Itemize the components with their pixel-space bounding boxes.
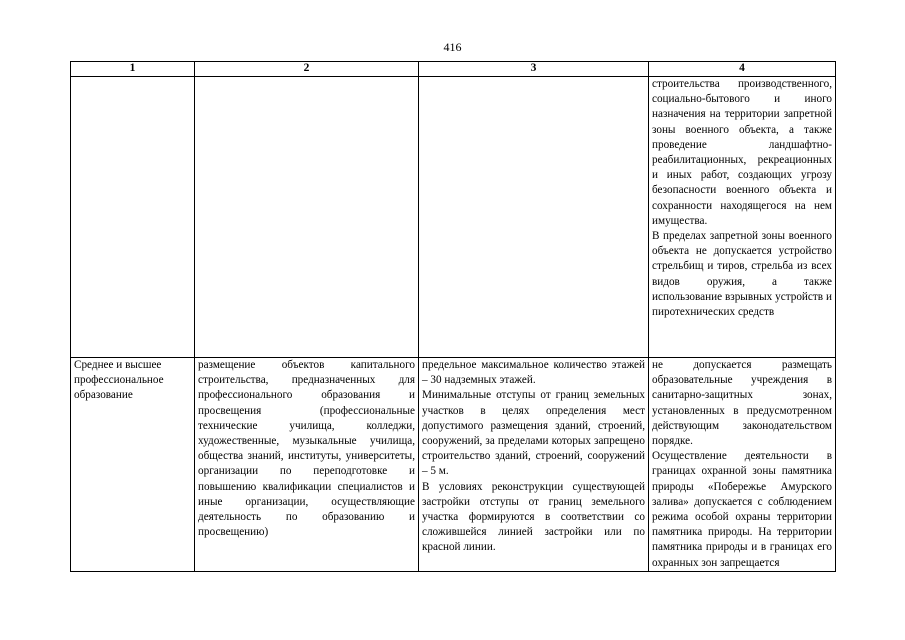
column-header-3: 3: [419, 62, 649, 77]
cell-continued-col4: строительства производственного, социально-бытового и иного назначения на территории запретной зоны военного объекта, а также проведение ландшафтно-реабилитационных, рекреационных и иных работ, создающих угрозу безопасности военного объекта и сохранности находящегося на нем имущества. В пределах запретной зоны военного объекта не допускается устройство стрельбищ и тиров, стрельба из всех видов оружия, а также использование взрывных устройств и пиротехнических средств: [649, 77, 836, 358]
page-number: 416: [443, 40, 462, 54]
cell-continued-col1: [71, 77, 195, 358]
cell-use-name: Среднее и высшее профессиональное образование: [71, 358, 195, 572]
cell-restrictions: не допускается размещать образовательные учреждения в санитарно-защитных зонах, установленных в предусмотренном действующим законодательством порядке. Осуществление деятельности в границах охранной зоны памятника природы «Побережье Амурского залива» допускается с соблюдением режима особой охраны территории памятника природы. На территории памятника природы и в границах его охранных зон запрещается: [649, 358, 836, 572]
cell-use-description: размещение объектов капитального строительства, предназначенных для профессионального образования и просвещения (профессиональные технические училища, колледжи, художественные, музыкальные училища, общества знаний, институты, университеты, организации по переподготовке и повышению квалификации специалистов и иные организации, осуществляющие деятельность по образованию и просвещению): [195, 358, 419, 572]
cell-continued-col2: [195, 77, 419, 358]
column-header-2: 2: [195, 62, 419, 77]
cell-continued-col3: [419, 77, 649, 358]
zoning-table: [70, 61, 836, 572]
column-header-4: 4: [649, 62, 836, 77]
column-header-1: 1: [71, 62, 195, 77]
cell-parameters: предельное максимальное количество этажей – 30 надземных этажей. Минимальные отступы от границ земельных участков в целях определения мест допустимого размещения зданий, строений, сооружений, за пределами которых запрещено строительство зданий, строений, сооружений – 5 м. В условиях реконструкции существующей застройки отступы от границ земельного участка формируются в соответствии со сложившейся линией застройки или по красной линии.: [419, 358, 649, 572]
table-header-row: [71, 62, 836, 77]
table-row-continued: [71, 77, 836, 358]
table-row-education: [71, 358, 836, 572]
